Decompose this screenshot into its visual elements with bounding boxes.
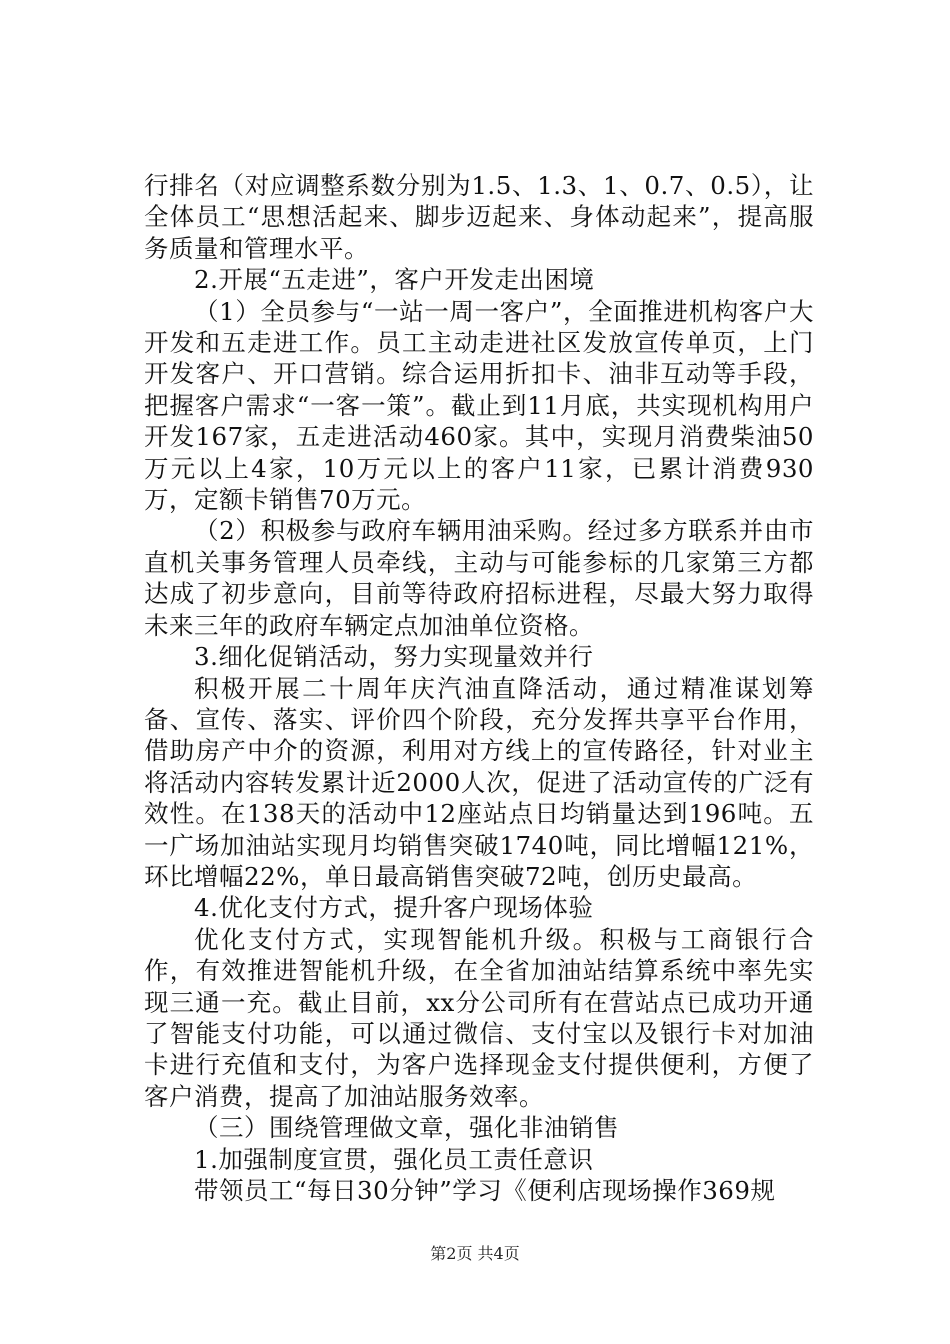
- document-body: [144, 170, 814, 1206]
- section-heading: 3.细化促销活动，努力实现量效并行: [194, 642, 594, 672]
- section-heading: 2.开展“五走进”，客户开发走出困境: [194, 265, 595, 295]
- page-footer: [0, 1244, 950, 1264]
- paragraph: （2）积极参与政府车辆用油采购。经过多方联系并由市直机关事务管理人员牵线，主动与可能参标的几家第三方都达成了初步意向，目前等待政府招标进程，尽最大努力取得未来三年的政府车辆定点加油单位资格。: [144, 516, 814, 640]
- section-heading: 1.加强制度宣贯，强化员工责任意识: [194, 1144, 594, 1174]
- paragraph: 积极开展二十周年庆汽油直降活动，通过精准谋划筹备、宣传、落实、评价四个阶段，充分发挥共享平台作用，借助房产中介的资源，利用对方线上的宣传路径，针对业主将活动内容转发累计近2000人次，促进了活动宣传的广泛有效性。在138天的活动中12座站点日均销量达到196吨。五一广场加油站实现月均销售突破1740吨，同比增幅121%，环比增幅22%，单日最高销售突破72吨，创历史最高。: [144, 673, 814, 891]
- paragraph: 带领员工“每日30分钟”学习《便利店现场操作369规: [194, 1176, 776, 1205]
- section-heading: （三）围绕管理做文章，强化非油销售: [194, 1113, 619, 1143]
- paragraph: 优化支付方式，实现智能机升级。积极与工商银行合作，有效推进智能机升级，在全省加油站结算系统中率先实现三通一充。截止目前，xx分公司所有在营站点已成功开通了智能支付功能，可以通过微信、支付宝以及银行卡对加油卡进行充值和支付，为客户选择现金支付提供便利，方便了客户消费，提高了加油站服务效率。: [144, 924, 814, 1111]
- page-number-label: 第2页 共4页: [430, 1244, 520, 1263]
- paragraph: 行排名（对应调整系数分别为1.5、1.3、1、0.7、0.5），让全体员工“思想活起来、脚步迈起来、身体动起来”，提高服务质量和管理水平。: [144, 171, 814, 263]
- section-heading: 4.优化支付方式，提升客户现场体验: [194, 893, 594, 923]
- paragraph: （1）全员参与“一站一周一客户”，全面推进机构客户大开发和五走进工作。员工主动走进社区发放宣传单页，上门开发客户、开口营销。综合运用折扣卡、油非互动等手段，把握客户需求“一客一策”。截止到11月底，共实现机构用户开发167家，五走进活动460家。其中，实现月消费柴油50万元以上4家，10万元以上的客户11家，已累计消费930万，定额卡销售70万元。: [144, 296, 814, 515]
